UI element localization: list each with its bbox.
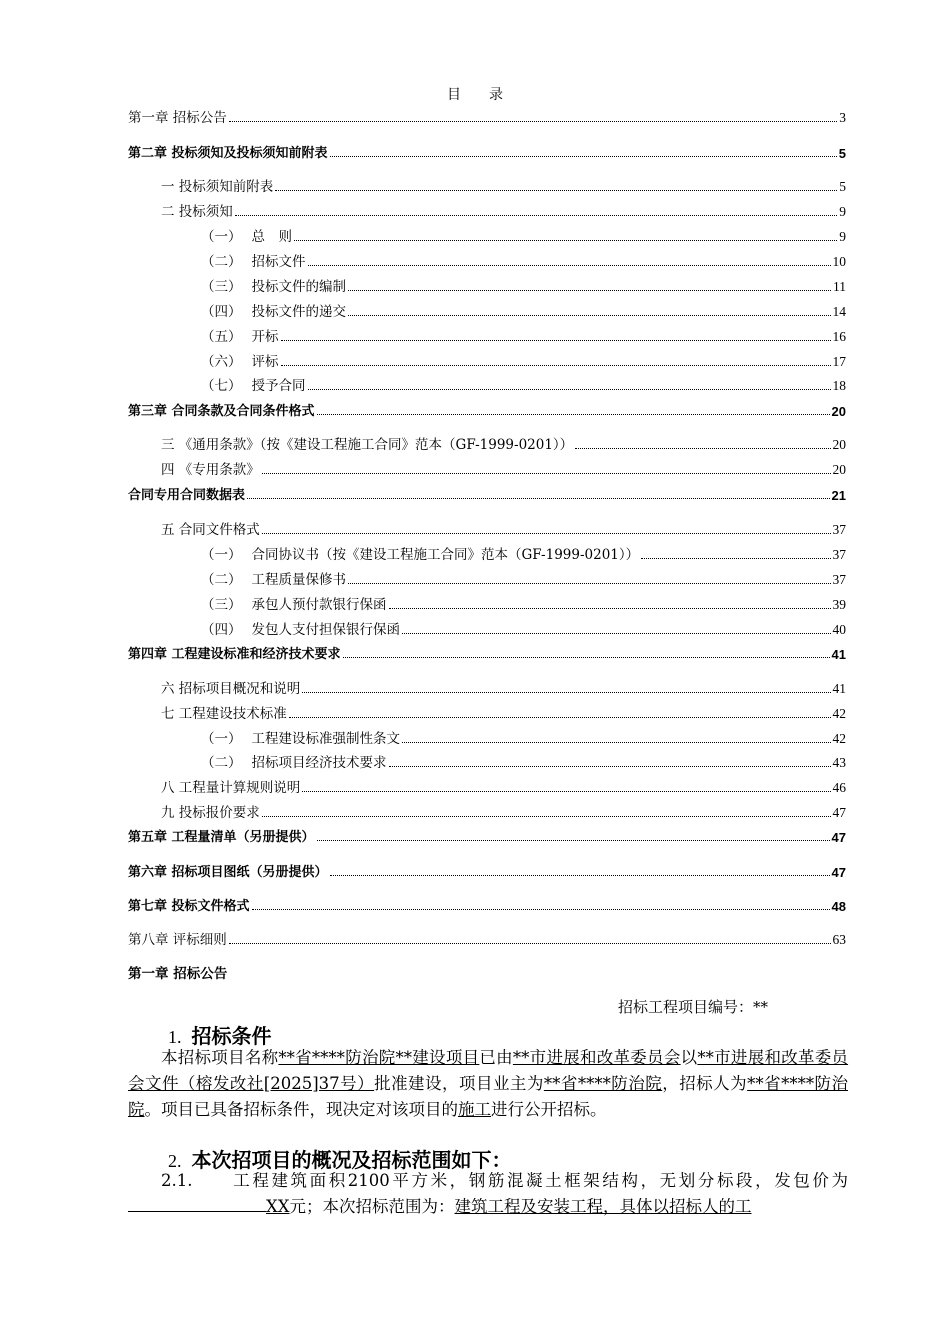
toc-title-char: 目 [447, 87, 461, 103]
section-heading: 第一章 招标公告 [128, 966, 228, 982]
toc-title [0, 84, 950, 104]
toc-entry[interactable]: 四 《专用条款》 20 [161, 462, 846, 478]
subheading-overview: 2. 本次招项目的概况及招标范围如下： [168, 1148, 512, 1172]
toc-entry[interactable]: （一） 工程建设标准强制性条文 42 [201, 731, 846, 747]
toc-entry[interactable]: （二） 工程质量保修书 37 [201, 572, 846, 588]
paragraph-conditions: 本招标项目名称**省****防治院**建设项目已由**市进展和改革委员会以**市进展和改革委员会文件（榕发改社[2025]37号）批准建设，项目业主为**省****防治院，招标人为**省****防治院。项目已具备招标条件，现决定对该项目的施工进行公开招标。 [128, 1048, 849, 1119]
toc-title-char: 录 [489, 87, 503, 103]
toc-entry[interactable]: 二 投标须知 9 [161, 204, 846, 220]
toc-entry[interactable]: 第一章 招标公告 3 [128, 110, 846, 126]
toc-entry[interactable]: 一 投标须知前附表 5 [161, 179, 846, 195]
toc-entry[interactable]: 第六章 招标项目图纸（另册提供） 47 [128, 865, 846, 880]
toc-entry[interactable]: （三） 投标文件的编制 11 [201, 279, 846, 295]
toc-entry[interactable]: 第四章 工程建设标准和经济技术要求 41 [128, 647, 846, 662]
toc-entry[interactable]: 合同专用合同数据表 21 [128, 488, 846, 503]
toc-entry[interactable]: 七 工程建设技术标准 42 [161, 706, 846, 722]
toc-entry[interactable]: 第八章 评标细则 63 [128, 932, 846, 948]
toc-entry[interactable]: 第七章 投标文件格式 48 [128, 899, 846, 914]
toc-entry[interactable]: （六） 评标 17 [201, 354, 846, 370]
toc-entry[interactable]: 第二章 投标须知及投标须知前附表 5 [128, 146, 846, 161]
toc-entry[interactable]: 九 投标报价要求 47 [161, 805, 846, 821]
toc-entry[interactable]: （一） 合同协议书（按《建设工程施工合同》范本（GF-1999-0201）） 37 [201, 547, 846, 563]
toc-entry[interactable]: （三） 承包人预付款银行保函 39 [201, 597, 846, 613]
toc-entry[interactable]: 三 《通用条款》（按《建设工程施工合同》范本（GF-1999-0201）） 20 [161, 437, 846, 453]
toc-entry[interactable]: 六 招标项目概况和说明 41 [161, 681, 846, 697]
paragraph-overview: 2.1. 工程建筑面积2100平方米，钢筋混凝土框架结构，无划分标段，发包价为XX元；本次招标范围为：建筑工程及安装工程，具体以招标人的工 [128, 1168, 848, 1220]
toc-entry[interactable]: （二） 招标项目经济技术要求 43 [201, 755, 846, 771]
toc-entry[interactable]: （四） 投标文件的递交 14 [201, 304, 846, 320]
toc-entry[interactable]: （四） 发包人支付担保银行保函 40 [201, 622, 846, 638]
toc-entry[interactable]: 第三章 合同条款及合同条件格式 20 [128, 404, 846, 419]
toc-entry[interactable]: （五） 开标 16 [201, 329, 846, 345]
subheading-conditions: 1. 招标条件 [168, 1024, 272, 1048]
toc-entry[interactable]: 第五章 工程量清单（另册提供） 47 [128, 830, 846, 845]
toc-entry[interactable]: （二） 招标文件 10 [201, 254, 846, 270]
toc-entry[interactable]: （七） 授予合同 18 [201, 378, 846, 394]
toc-entry[interactable]: 八 工程量计算规则说明 46 [161, 780, 846, 796]
toc-entry[interactable]: 五 合同文件格式 37 [161, 522, 846, 538]
toc-entry[interactable]: （一） 总 则 9 [201, 229, 846, 245]
project-number: 招标工程项目编号：** [618, 998, 769, 1016]
